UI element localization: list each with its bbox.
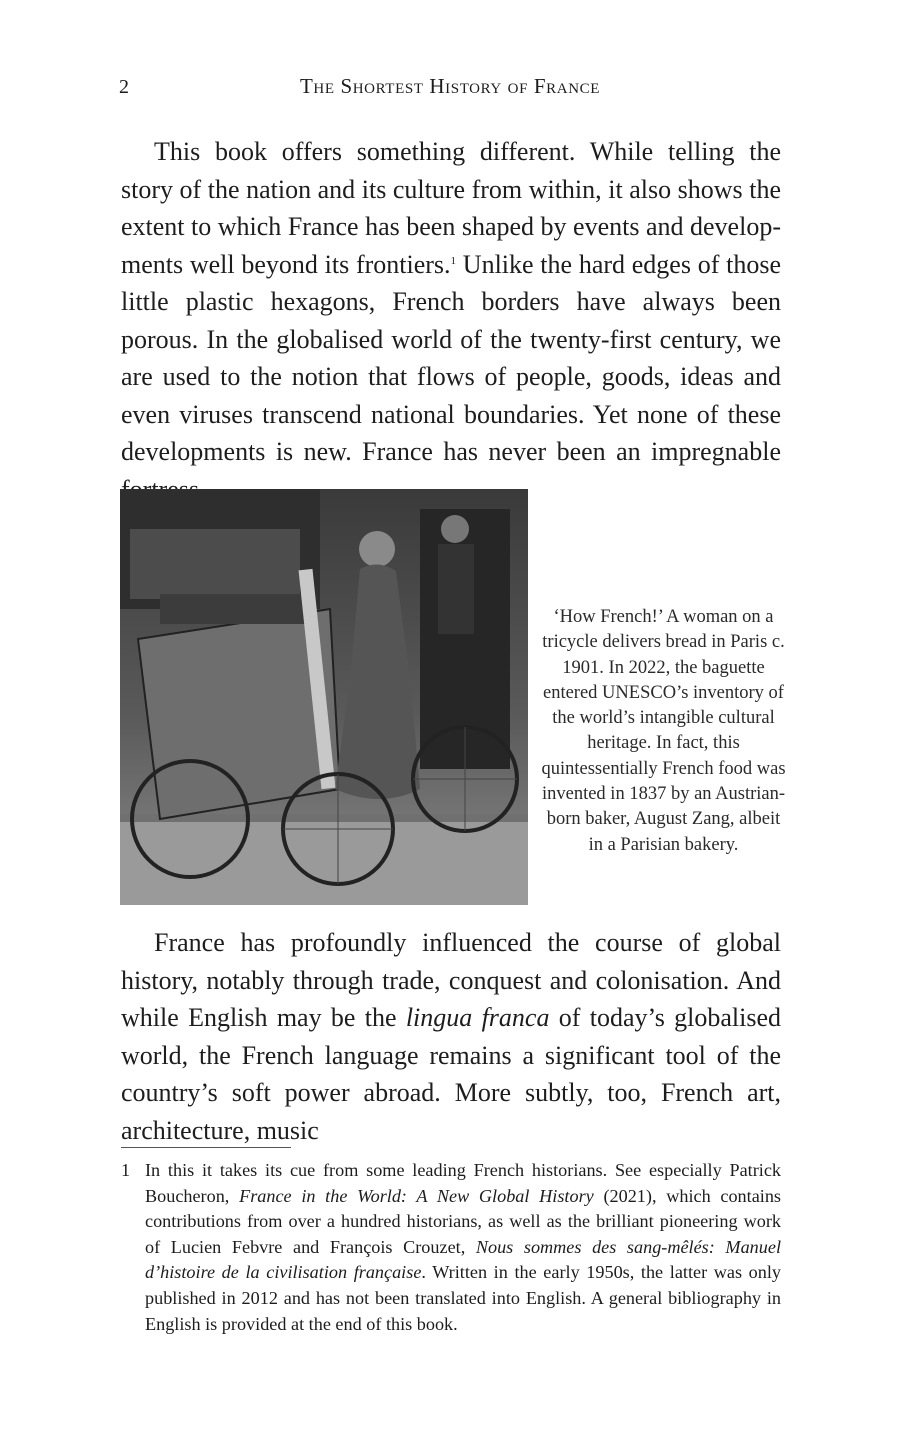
footnote-number: 1 (121, 1160, 131, 1180)
footnote-text-b: (2021), which contains contributions from over a hundred historians, as well as the brilliant pioneering work of Lucien Febvre and François Crouzet, (145, 1185, 781, 1257)
book-title: The Shortest History of France (299, 74, 601, 98)
paragraph-1-text-b: Unlike the hard edges of those little plastic hexagons, French borders have always been porous. In the globalised world of the twenty-first century, we are used to the notion that flows of people, goods, ideas and even viruses transcend national boundaries. Yet none of these developments is new. France has never been an impregnable (121, 249, 781, 466)
footnote-body (145, 1158, 781, 1337)
photo-illustration (120, 489, 528, 905)
bread-tricycle-photo (120, 489, 528, 905)
footnote-reference[interactable]: 1 (450, 254, 457, 267)
page-number: 2 (119, 76, 129, 98)
paragraph-2-text-a: France has profoundly influenced the course of global history, notably through trade, conquest and colonisation. And while English may be the (121, 928, 781, 1032)
paragraph-1-text-a: This book offers something different. While telling the story of the nation and its culture from within, it also shows the extent to which France has been shaped by events and developments well beyond its frontiers. (121, 137, 781, 279)
running-head (0, 74, 900, 104)
photo-caption: ‘How French!’ A woman on a tricycle delivers bread in Paris c. 1901. In 2022, the baguette entered UNESCO’s inventory of the world’s intangible cultural heritage. In fact, this quintessentially French food was invented in 1837 by an Austrian-born baker, August Zang, albeit in a Parisian bakery. (541, 607, 786, 855)
paragraph-2 (121, 924, 781, 1149)
footnote (121, 1158, 781, 1337)
paragraph-1 (121, 133, 781, 508)
paragraph-2-italic: lingua franca (405, 1003, 550, 1032)
footnote-divider (121, 1147, 291, 1148)
footnote-title-1: France in the World: A New Global History (239, 1185, 594, 1206)
footnote-text-c: . Written in the early 1950s, the latter was only published in 2012 and has not been translated into English. A general bibliography in English is provided at the end of this book. (145, 1262, 781, 1334)
paragraph-2-text-b: of today’s globalised world, the French language remains a significant tool of the country’s soft power abroad. More subtly, too, French art, architecture, music (121, 1003, 781, 1145)
footnote-text-a: In this it takes its cue from some leading French historians. See especially Patrick Boucheron, (145, 1160, 781, 1206)
footnote-title-2: Nous sommes des sang-mêlés: Manuel d’histoire de la civilisation française (145, 1236, 781, 1283)
